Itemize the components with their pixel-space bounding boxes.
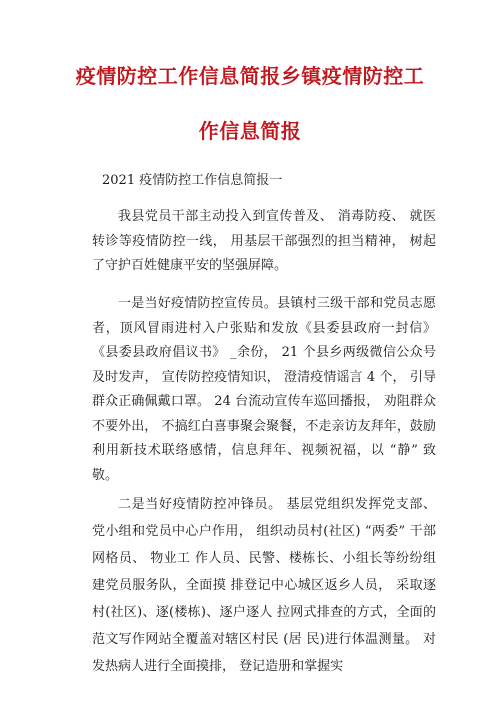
paragraph-vanguard: 二是当好疫情防控冲锋员。 基层党组织发挥党支部、 党小组和党员中心户作用， 组织动员村(社区) “两委” 干部网格员、 物业工 作人员、民警、楼栋长、小组长等纷纷组建党员服务队，全面摸 排登记中心城区返乡人员， 采取逐村(社区)、逐(楼栋)、逐户逐人 拉网式排查的方式，全面的范文写作网站全覆盖对辖区村民 (居 民)进行体温测量。 对发热病人进行全面摸排， 登记造册和掌握实 — [92, 497, 436, 674]
document-subtitle: 2021 疫情防控工作信息简报一 — [102, 173, 283, 188]
document-title-line-1: 疫情防控工作信息简报乡镇疫情防控工 — [75, 64, 425, 88]
document-title-line-2: 作信息简报 — [198, 119, 302, 143]
paragraph-intro: 我县党员干部主动投入到宣传普及、 消毒防疫、 就医转诊等疫情防控一线， 用基层干部强烈的担当精神， 树起了守护百姓健康平安的坚强屏障。 — [92, 209, 436, 273]
paragraph-propaganda: 一是当好疫情防控宣传员。县镇村三级干部和党员志愿者，顶风冒雨进村入户张贴和发放《县委县政府一封信》 《县委县政府倡议书》 _余份， 21 个县乡两级微信公众号及时发声， 宣传防控疫情知识， 澄清疫情谣言 4 个， 引导群众正确佩戴口罩。 24 台流动宣传车巡回播报， 劝阻群众不要外出， 不搞红白喜事聚会聚餐，不走亲访友拜年，鼓励利用新技术联络感情，信息拜年、视频祝福，以 “静” 致敬。 — [92, 296, 436, 483]
